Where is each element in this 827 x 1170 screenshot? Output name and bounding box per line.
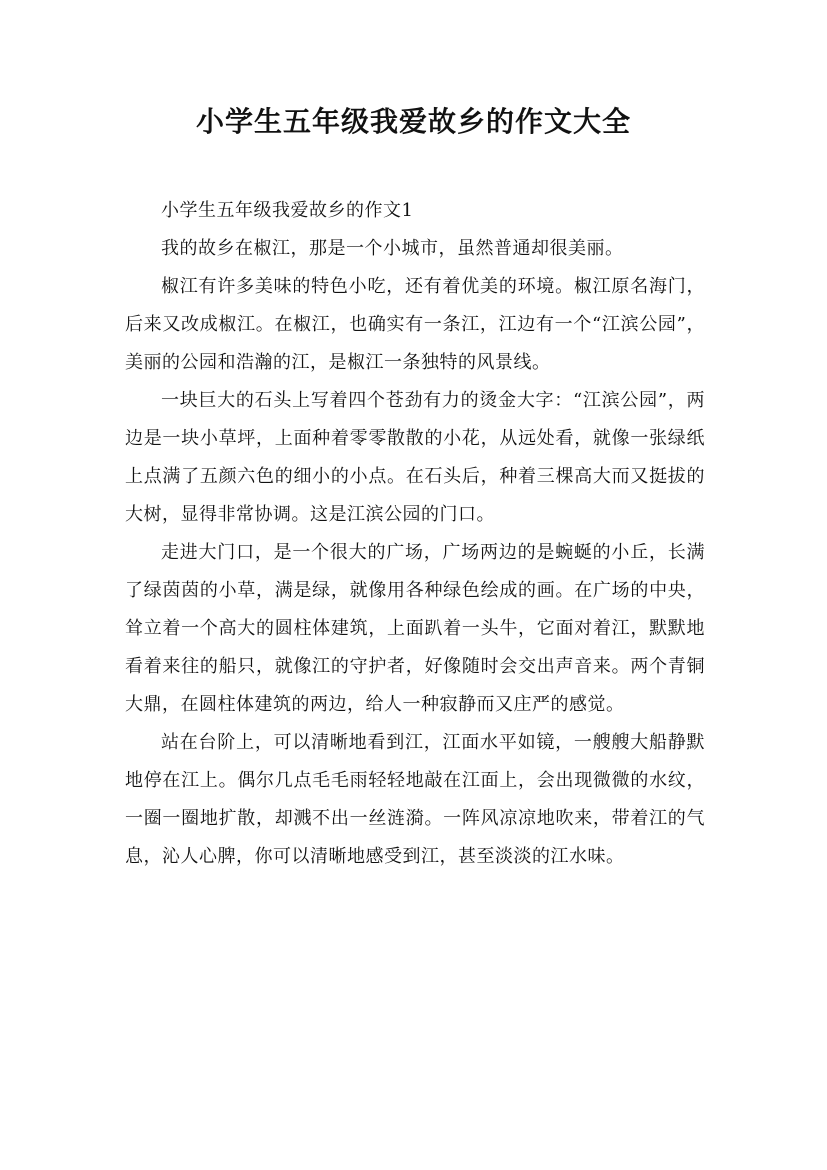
paragraph: 走进大门口，是一个很大的广场，广场两边的是蜿蜒的小丘，长满了绿茵茵的小草，满是绿，就像用各种绿色绘成的画。在广场的中央，耸立着一个高大的圆柱体建筑，上面趴着一头牛，它面对着江，默默地看着来往的船只，就像江的守护者，好像随时会交出声音来。两个青铜大鼎，在圆柱体建筑的两边，给人一种寂静而又庄严的感觉。 xyxy=(125,542,705,715)
document-body xyxy=(125,192,705,876)
paragraph: 椒江有许多美味的特色小吃，还有着优美的环境。椒江原名海门，后来又改成椒江。在椒江，也确实有一条江，江边有一个“江滨公园”，美丽的公园和浩瀚的江，是椒江一条独特的风景线。 xyxy=(125,276,705,373)
document-title: 小学生五年级我爱故乡的作文大全 xyxy=(195,105,631,138)
paragraph: 站在台阶上，可以清晰地看到江，江面水平如镜，一艘艘大船静默地停在江上。偶尔几点毛毛雨轻轻地敲在江面上，会出现微微的水纹，一圈一圈地扩散，却溅不出一丝涟漪。一阵风凉凉地吹来，带着江的气息，沁人心脾，你可以清晰地感受到江，甚至淡淡的江水味。 xyxy=(125,732,705,867)
essay-subheading: 小学生五年级我爱故乡的作文1 xyxy=(161,200,414,221)
paragraph: 我的故乡在椒江，那是一个小城市，虽然普通却很美丽。 xyxy=(161,238,624,259)
paragraph: 一块巨大的石头上写着四个苍劲有力的烫金大字：“江滨公园”，两边是一块小草坪，上面种着零零散散的小花，从远处看，就像一张绿纸上点满了五颜六色的细小的小点。在石头后，种着三棵高大而又挺拔的大树，显得非常协调。这是江滨公园的门口。 xyxy=(125,390,705,525)
